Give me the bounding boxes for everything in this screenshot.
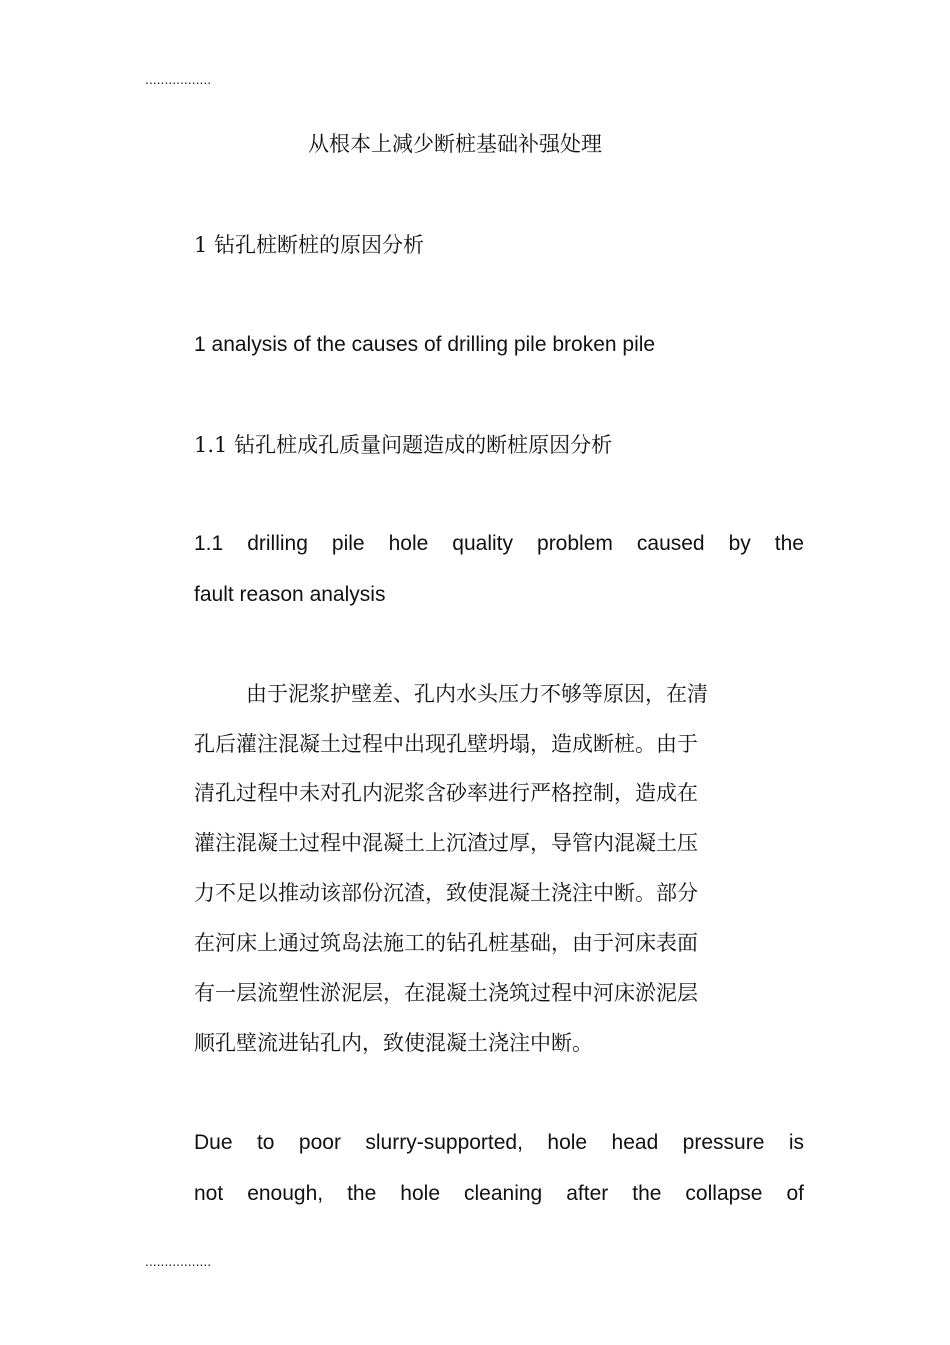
paragraph-zh-line: 清孔过程中未对孔内泥浆含砂率进行严格控制，造成在 xyxy=(194,781,698,805)
document-title: 从根本上减少断桩基础补强处理 xyxy=(308,132,602,156)
section-heading-1-1-zh: 1.1 钻孔桩成孔质量问题造成的断桩原因分析 xyxy=(194,433,613,457)
section-heading-1-zh: 1 钻孔桩断桩的原因分析 xyxy=(194,233,425,257)
paragraph-zh-line: 力不足以推动该部份沉渣，致使混凝土浇注中断。部分 xyxy=(194,881,698,905)
footer-dots: ................. xyxy=(145,1253,212,1269)
paragraph-en-line1: Due to poor slurry-supported, hole head pressure is xyxy=(194,1131,804,1154)
section-heading-1-1-en-line1: 1.1 drilling pile hole quality problem caused by the xyxy=(194,532,804,555)
header-dots: ................. xyxy=(145,71,212,87)
paragraph-zh-line: 灌注混凝土过程中混凝土上沉渣过厚，导管内混凝土压 xyxy=(194,831,698,855)
paragraph-zh-line: 有一层流塑性淤泥层，在混凝土浇筑过程中河床淤泥层 xyxy=(194,981,698,1005)
paragraph-zh-line: 由于泥浆护壁差、孔内水头压力不够等原因，在清 xyxy=(246,682,708,706)
section-heading-1-1-en-line2: fault reason analysis xyxy=(194,583,386,606)
paragraph-en-line2: not enough, the hole cleaning after the collapse of xyxy=(194,1182,804,1205)
section-heading-1-en: 1 analysis of the causes of drilling pile broken pile xyxy=(194,333,656,356)
paragraph-zh-line: 顺孔壁流进钻孔内，致使混凝土浇注中断。 xyxy=(194,1031,593,1055)
paragraph-zh-line: 孔后灌注混凝土过程中出现孔壁坍塌，造成断桩。由于 xyxy=(194,732,698,756)
paragraph-zh-line: 在河床上通过筑岛法施工的钻孔桩基础，由于河床表面 xyxy=(194,931,698,955)
